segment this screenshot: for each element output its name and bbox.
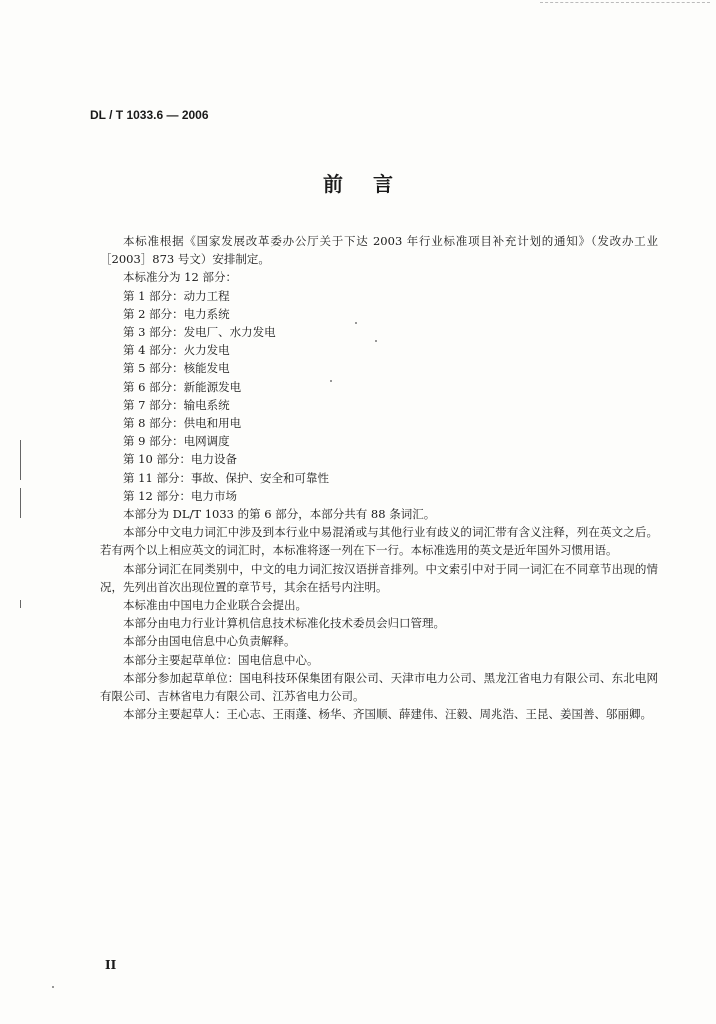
list-item: 第 8 部分：供电和用电	[123, 416, 242, 431]
list-item: 第 2 部分：电力系统	[123, 306, 230, 321]
scan-artifact-left-2	[20, 488, 21, 518]
paragraph: 本标准根据《国家发展改革委办公厅关于下达 2003 年行业标准项目补充计划的通知》（发改办工业［2003］873 号文）安排制定。	[100, 234, 658, 267]
list-item: 第 12 部分：电力市场	[123, 488, 237, 503]
standard-code: DL / T 1033.6 — 2006	[90, 108, 209, 122]
list-item: 第 7 部分：输电系统	[123, 397, 230, 412]
paragraph: 本标准由中国电力企业联合会提出。	[123, 598, 307, 613]
list-item: 第 1 部分：动力工程	[123, 288, 230, 303]
list-item: 第 11 部分：事故、保护、安全和可靠性	[123, 470, 329, 485]
paragraph: 本部分为 DL/T 1033 的第 6 部分，本部分共有 88 条词汇。	[123, 507, 436, 522]
paragraph: 本标准分为 12 部分：	[123, 270, 237, 285]
list-item: 第 5 部分：核能发电	[123, 361, 230, 376]
scan-speck	[52, 986, 54, 988]
page-number: II	[105, 958, 117, 972]
paragraph: 本部分主要起草单位：国电信息中心。	[123, 652, 319, 667]
list-item: 第 3 部分：发电厂、水力发电	[123, 325, 276, 340]
document-body	[100, 232, 658, 723]
page-title: 前言	[323, 172, 423, 196]
paragraph: 本部分词汇在同类别中，中文的电力词汇按汉语拼音排列。中文索引中对于同一词汇在不同章节出现的情况，先列出首次出现位置的章节号，其余在括号内注明。	[100, 561, 658, 594]
list-item: 第 10 部分：电力设备	[123, 452, 237, 467]
paragraph: 本部分中文电力词汇中涉及到本行业中易混淆或与其他行业有歧义的词汇带有含义注释，列在英文之后。若有两个以上相应英文的词汇时，本标准将逐一列在下一行。本标准选用的英文是近年国外习惯用语。	[100, 525, 658, 558]
list-item: 第 9 部分：电网调度	[123, 434, 230, 449]
paragraph: 本部分主要起草人：王心志、王雨蓬、杨华、齐国顺、薛建伟、汪毅、周兆浩、王昆、姜国善、邬丽卿。	[123, 707, 652, 722]
list-item: 第 6 部分：新能源发电	[123, 379, 242, 394]
scan-artifact-left-3	[20, 600, 21, 608]
parts-list	[100, 287, 658, 505]
scan-artifact-top	[540, 2, 710, 19]
paragraph: 本部分由电力行业计算机信息技术标准化技术委员会归口管理。	[123, 616, 445, 631]
paragraph: 本部分参加起草单位：国电科技环保集团有限公司、天津市电力公司、黑龙江省电力有限公司、东北电网有限公司、吉林省电力有限公司、江苏省电力公司。	[100, 670, 658, 704]
paragraph: 本部分由国电信息中心负责解释。	[123, 634, 296, 649]
scan-artifact-left-1	[20, 440, 21, 480]
list-item: 第 4 部分：火力发电	[123, 343, 230, 358]
